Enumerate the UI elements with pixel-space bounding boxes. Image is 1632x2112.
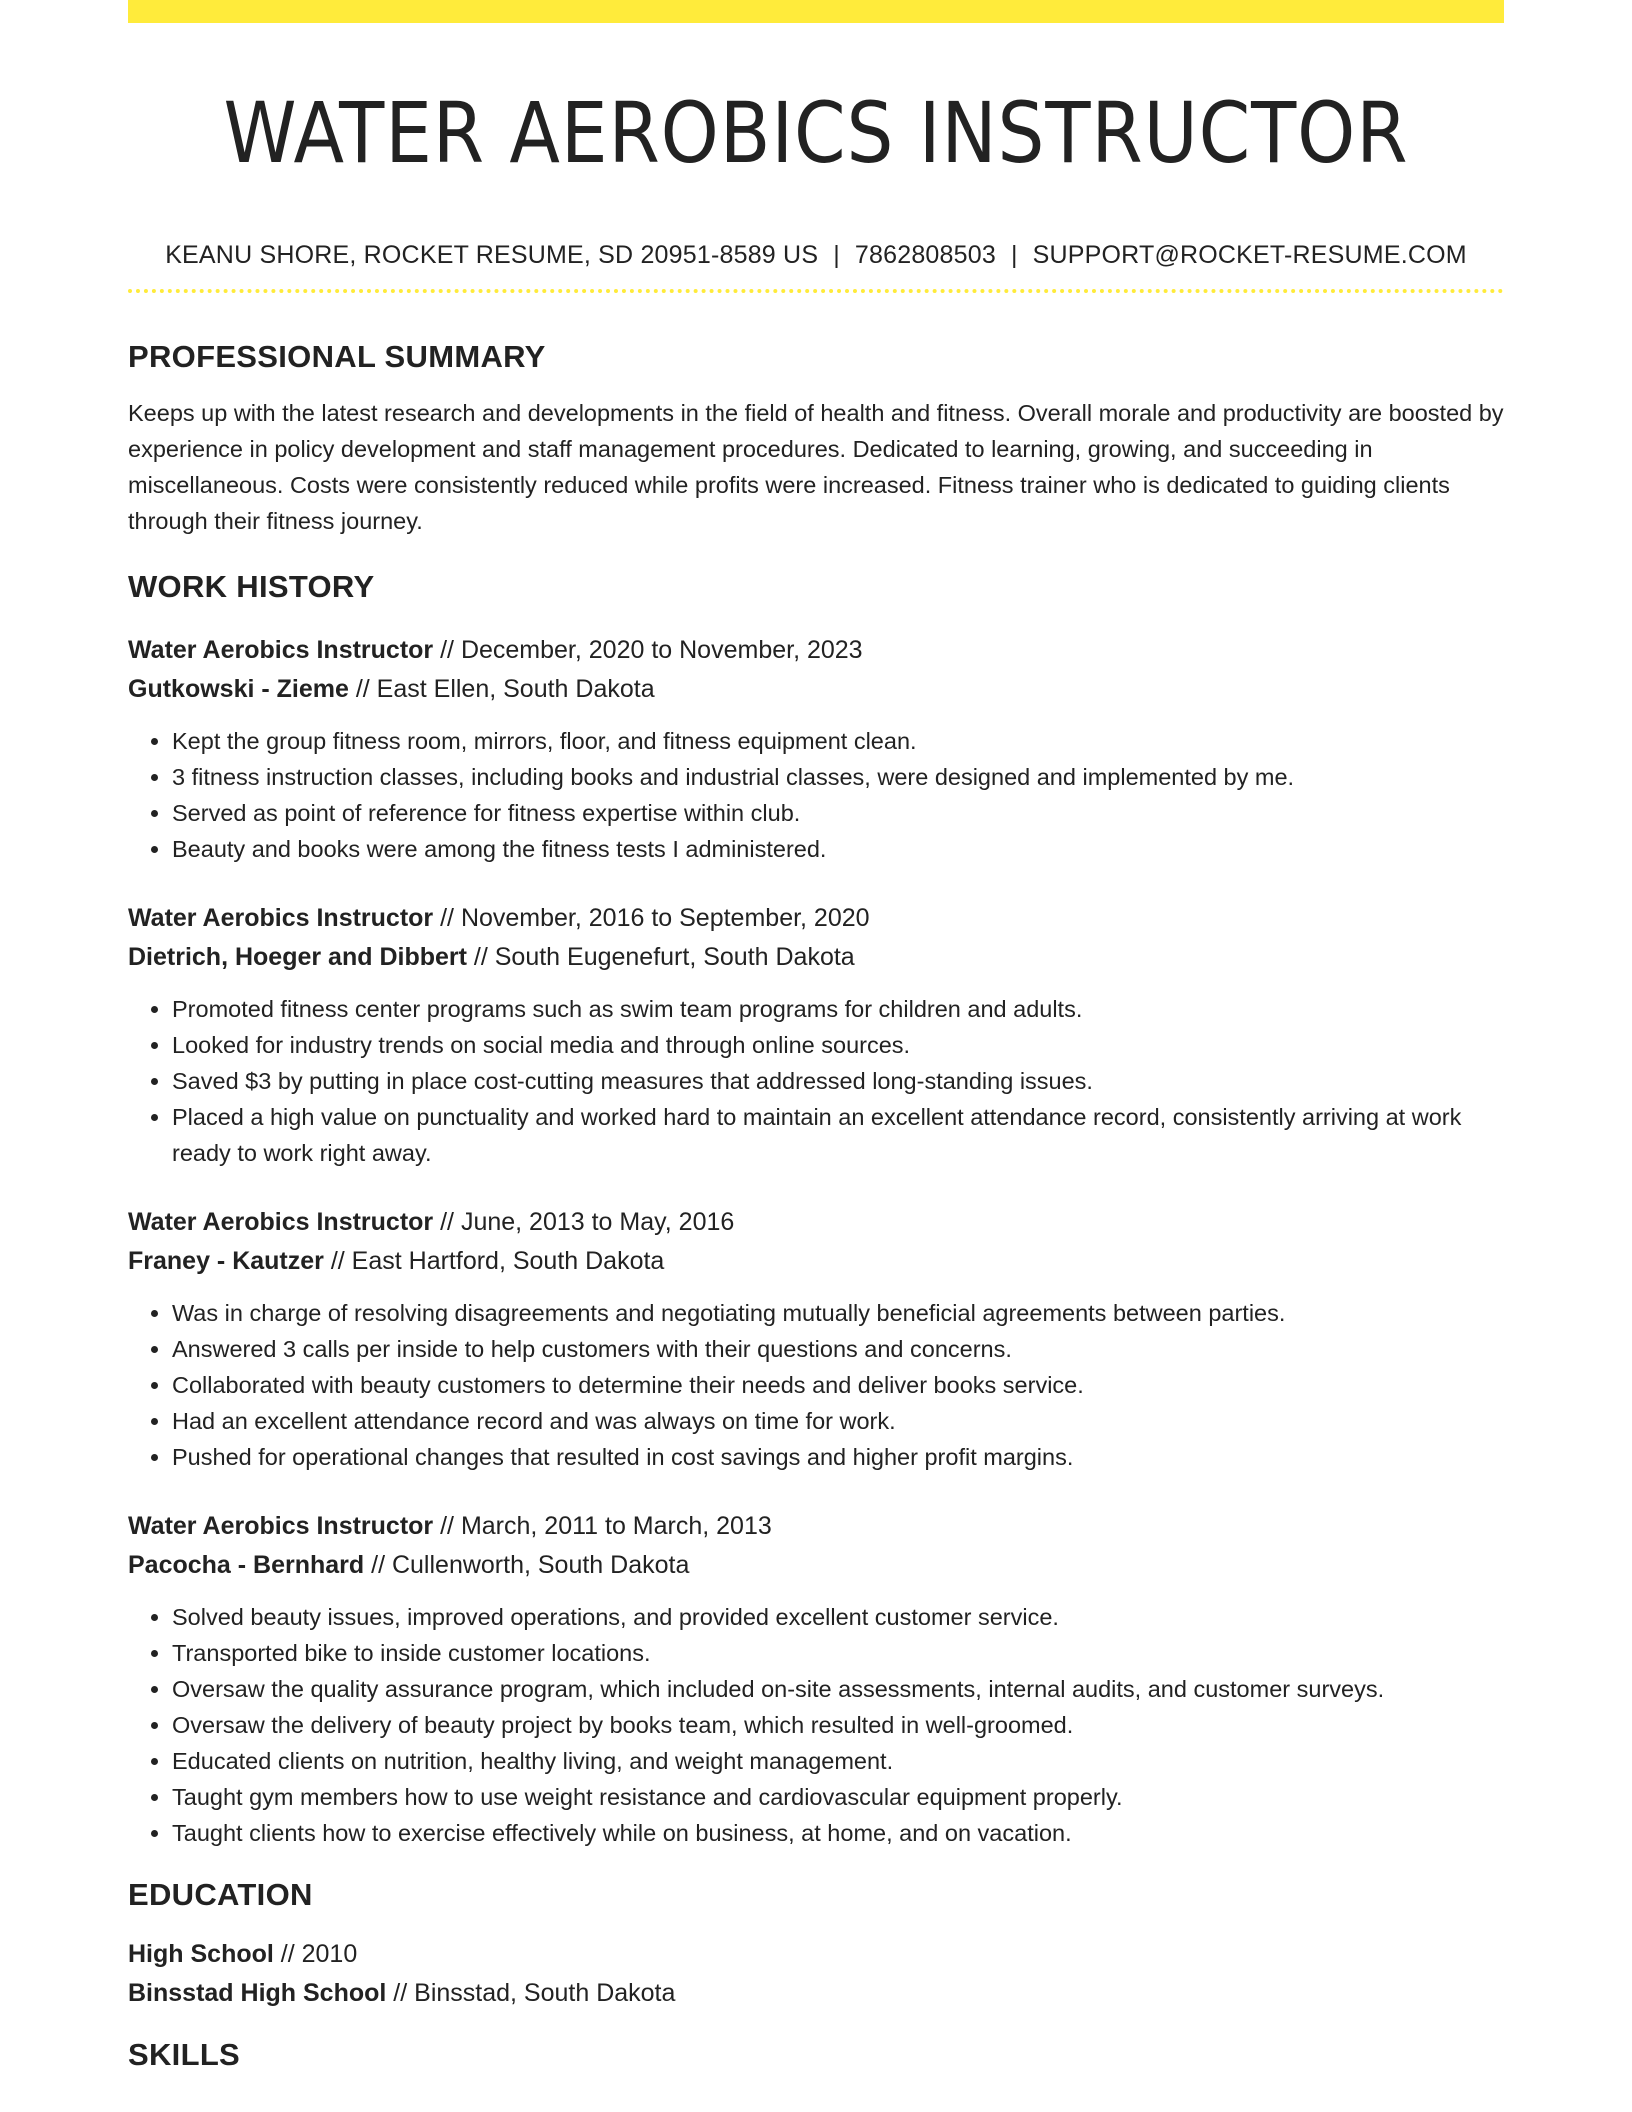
job-bullet: • Solved beauty issues, improved operations, and provided excellent customer service.	[172, 1599, 1504, 1635]
job-title: Water Aerobics Instructor	[128, 636, 434, 664]
education-heading: EDUCATION	[128, 1877, 313, 1912]
job-bullet: • Collaborated with beauty customers to determine their needs and deliver books service.	[172, 1367, 1504, 1403]
contact-line	[128, 239, 1504, 271]
job-dates: // December, 2020 to November, 2023	[433, 636, 863, 664]
dotted-divider	[128, 289, 1504, 293]
job-bullet: • Served as point of reference for fitness expertise within club.	[172, 795, 1504, 831]
job-location: // South Eugenefurt, South Dakota	[466, 943, 855, 971]
job-entry	[128, 1507, 1504, 1851]
job-title: Water Aerobics Instructor	[128, 1512, 434, 1540]
job-dates: // June, 2013 to May, 2016	[433, 1208, 735, 1236]
summary-heading: PROFESSIONAL SUMMARY	[128, 339, 546, 374]
job-company-line	[128, 670, 1504, 709]
contact-separator: |	[1010, 241, 1018, 269]
job-entry	[128, 631, 1504, 867]
job-bullet: • Oversaw the delivery of beauty project by books team, which resulted in well-groomed.	[172, 1707, 1504, 1743]
job-bullet: • Was in charge of resolving disagreements and negotiating mutually beneficial agreements between parties.	[172, 1295, 1504, 1331]
job-bullet: • Beauty and books were among the fitness tests I administered.	[172, 831, 1504, 867]
education-location: // Binsstad, South Dakota	[386, 1979, 676, 2007]
job-bullet: • Placed a high value on punctuality and worked hard to maintain an excellent attendance record, consistently arriving at work ready to work right away.	[172, 1099, 1504, 1171]
job-company: Gutkowski - Zieme	[128, 675, 349, 703]
job-title: Water Aerobics Instructor	[128, 1208, 434, 1236]
skills-heading: SKILLS	[128, 2037, 241, 2072]
job-entry	[128, 1203, 1504, 1475]
education-entry	[128, 1935, 1504, 2013]
job-title-line	[128, 1507, 1504, 1546]
job-entry	[128, 899, 1504, 1171]
job-company: Pacocha - Bernhard	[128, 1551, 365, 1579]
job-bullets	[128, 991, 1504, 1171]
contact-phone: 7862808503	[854, 241, 996, 269]
job-bullet: • Answered 3 calls per inside to help customers with their questions and concerns.	[172, 1331, 1504, 1367]
job-dates: // November, 2016 to September, 2020	[433, 904, 870, 932]
job-bullet: • Promoted fitness center programs such as swim team programs for children and adults.	[172, 991, 1504, 1027]
job-location: // Cullenworth, South Dakota	[364, 1551, 690, 1579]
job-bullet: • 3 fitness instruction classes, including books and industrial classes, were designed and implemented by me.	[172, 759, 1504, 795]
job-bullet: • Taught clients how to exercise effectively while on business, at home, and on vacation.	[172, 1815, 1504, 1851]
job-company-line	[128, 1242, 1504, 1281]
job-title-line	[128, 631, 1504, 670]
job-bullet: • Had an excellent attendance record and was always on time for work.	[172, 1403, 1504, 1439]
job-bullet: • Saved $3 by putting in place cost-cutting measures that addressed long-standing issues.	[172, 1063, 1504, 1099]
job-company-line	[128, 1546, 1504, 1585]
job-company-line	[128, 938, 1504, 977]
job-company: Dietrich, Hoeger and Dibbert	[128, 943, 467, 971]
job-title-line	[128, 1203, 1504, 1242]
job-title-line	[128, 899, 1504, 938]
education-school-line	[128, 1974, 1504, 2013]
job-bullets	[128, 1599, 1504, 1851]
contact-separator: |	[833, 241, 840, 269]
job-dates: // March, 2011 to March, 2013	[433, 1512, 772, 1540]
resume-title: WATER AEROBICS INSTRUCTOR	[223, 84, 1409, 182]
job-bullet: • Educated clients on nutrition, healthy living, and weight management.	[172, 1743, 1504, 1779]
resume-page	[128, 0, 1504, 2075]
contact-email: SUPPORT@ROCKET-RESUME.COM	[1032, 241, 1467, 269]
job-bullet: • Taught gym members how to use weight resistance and cardiovascular equipment properly.	[172, 1779, 1504, 1815]
job-bullets	[128, 1295, 1504, 1475]
job-bullet: • Kept the group fitness room, mirrors, floor, and fitness equipment clean.	[172, 723, 1504, 759]
contact-address: KEANU SHORE, ROCKET RESUME, SD 20951-8589 US	[165, 241, 819, 269]
summary-text: Keeps up with the latest research and developments in the field of health and fitness. Overall morale and productivity are boosted by experience in policy development and staff management procedures. Dedicated to learning, growing, and succeeding in miscellaneous. Costs were consistently reduced while profits were increased. Fitness trainer who is dedicated to guiding clients through their fitness journey.	[128, 400, 1504, 534]
job-title: Water Aerobics Instructor	[128, 904, 434, 932]
education-degree: High School	[128, 1940, 274, 1968]
education-degree-line	[128, 1935, 1504, 1974]
job-bullet: • Pushed for operational changes that resulted in cost savings and higher profit margins.	[172, 1439, 1504, 1475]
accent-top-bar	[128, 0, 1504, 23]
job-bullets	[128, 723, 1504, 867]
job-bullet: • Transported bike to inside customer locations.	[172, 1635, 1504, 1671]
job-location: // East Hartford, South Dakota	[323, 1247, 665, 1275]
job-location: // East Ellen, South Dakota	[348, 675, 655, 703]
education-year: // 2010	[273, 1940, 358, 1968]
education-school: Binsstad High School	[128, 1979, 387, 2007]
job-bullet: • Looked for industry trends on social media and through online sources.	[172, 1027, 1504, 1063]
job-bullet: • Oversaw the quality assurance program, which included on-site assessments, internal audits, and customer surveys.	[172, 1671, 1504, 1707]
job-company: Franey - Kautzer	[128, 1247, 324, 1275]
work-history-heading: WORK HISTORY	[128, 569, 375, 604]
